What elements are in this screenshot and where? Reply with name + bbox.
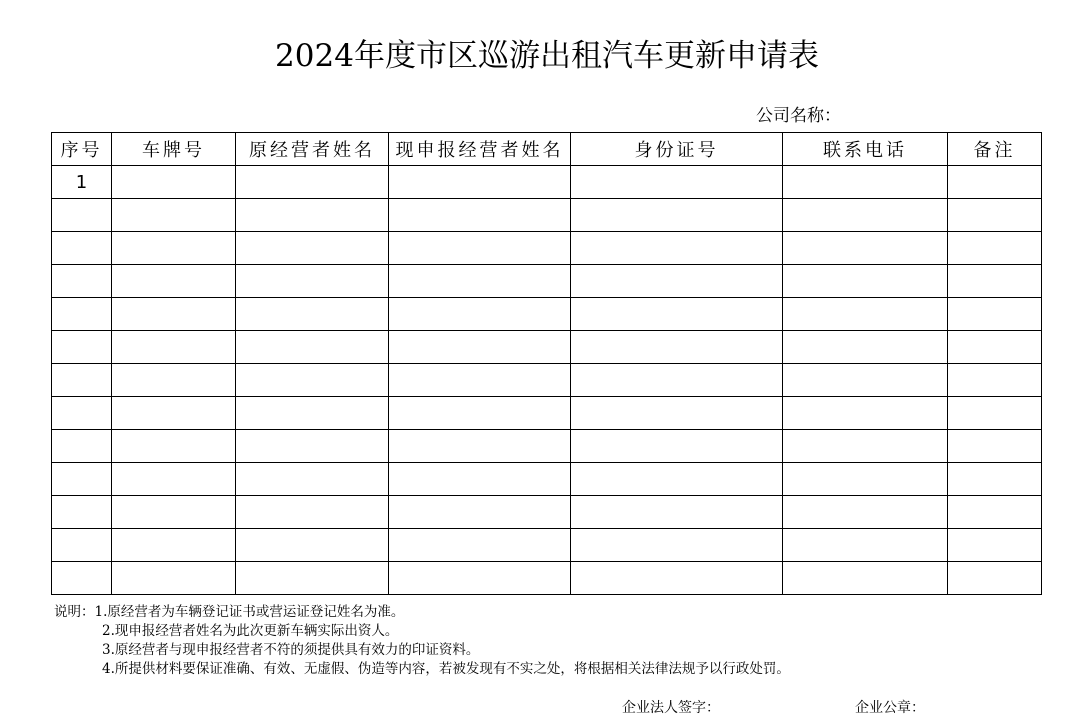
cell-original-operator[interactable] bbox=[236, 430, 389, 463]
cell-original-operator[interactable] bbox=[236, 529, 389, 562]
cell-current-operator[interactable] bbox=[389, 463, 571, 496]
cell-serial[interactable] bbox=[52, 430, 112, 463]
application-table bbox=[51, 132, 1042, 595]
cell-original-operator[interactable] bbox=[236, 463, 389, 496]
cell-plate[interactable] bbox=[112, 430, 236, 463]
cell-serial[interactable] bbox=[52, 265, 112, 298]
cell-id-number[interactable] bbox=[571, 199, 783, 232]
cell-plate[interactable] bbox=[112, 562, 236, 595]
cell-id-number[interactable] bbox=[571, 298, 783, 331]
table-row bbox=[52, 232, 1042, 265]
cell-current-operator[interactable] bbox=[389, 331, 571, 364]
cell-original-operator[interactable] bbox=[236, 496, 389, 529]
table-row bbox=[52, 430, 1042, 463]
table-row bbox=[52, 397, 1042, 430]
cell-phone[interactable] bbox=[783, 265, 948, 298]
cell-phone[interactable] bbox=[783, 397, 948, 430]
cell-id-number[interactable] bbox=[571, 265, 783, 298]
cell-phone[interactable] bbox=[783, 298, 948, 331]
note-item: 3.原经营者与现申报经营者不符的须提供具有效力的印证资料。 bbox=[102, 642, 480, 658]
cell-phone[interactable] bbox=[783, 463, 948, 496]
cell-current-operator[interactable] bbox=[389, 232, 571, 265]
cell-id-number[interactable] bbox=[571, 430, 783, 463]
header-id-number: 身份证号 bbox=[571, 133, 783, 166]
table-row bbox=[52, 265, 1042, 298]
cell-original-operator[interactable] bbox=[236, 298, 389, 331]
table-row bbox=[52, 562, 1042, 595]
cell-current-operator[interactable] bbox=[389, 529, 571, 562]
header-current-operator: 现申报经营者姓名 bbox=[389, 133, 571, 166]
table-row bbox=[52, 166, 1042, 199]
cell-plate[interactable] bbox=[112, 529, 236, 562]
table-row bbox=[52, 496, 1042, 529]
cell-plate[interactable] bbox=[112, 496, 236, 529]
cell-original-operator[interactable] bbox=[236, 166, 389, 199]
cell-plate[interactable] bbox=[112, 265, 236, 298]
cell-remarks[interactable] bbox=[948, 430, 1042, 463]
cell-serial[interactable] bbox=[52, 232, 112, 265]
cell-original-operator[interactable] bbox=[236, 232, 389, 265]
cell-phone[interactable] bbox=[783, 430, 948, 463]
table-row bbox=[52, 529, 1042, 562]
cell-serial[interactable] bbox=[52, 496, 112, 529]
cell-current-operator[interactable] bbox=[389, 562, 571, 595]
cell-id-number[interactable] bbox=[571, 496, 783, 529]
cell-remarks[interactable] bbox=[948, 463, 1042, 496]
cell-id-number[interactable] bbox=[571, 364, 783, 397]
notes-section bbox=[54, 603, 790, 679]
cell-serial[interactable] bbox=[52, 529, 112, 562]
cell-phone[interactable] bbox=[783, 496, 948, 529]
cell-remarks[interactable] bbox=[948, 298, 1042, 331]
cell-original-operator[interactable] bbox=[236, 397, 389, 430]
cell-phone[interactable] bbox=[783, 232, 948, 265]
table-row bbox=[52, 364, 1042, 397]
note-item: 2.现申报经营者姓名为此次更新车辆实际出资人。 bbox=[102, 623, 399, 639]
cell-serial[interactable] bbox=[52, 397, 112, 430]
cell-plate[interactable] bbox=[112, 364, 236, 397]
cell-plate[interactable] bbox=[112, 463, 236, 496]
table-row bbox=[52, 331, 1042, 364]
cell-id-number[interactable] bbox=[571, 331, 783, 364]
cell-current-operator[interactable] bbox=[389, 364, 571, 397]
cell-phone[interactable] bbox=[783, 331, 948, 364]
cell-serial[interactable]: 1 bbox=[52, 166, 112, 199]
cell-current-operator[interactable] bbox=[389, 298, 571, 331]
cell-plate[interactable] bbox=[112, 397, 236, 430]
cell-phone[interactable] bbox=[783, 529, 948, 562]
cell-current-operator[interactable] bbox=[389, 166, 571, 199]
company-seal-label: 企业公章： bbox=[855, 700, 925, 716]
table-header-row bbox=[52, 133, 1042, 166]
cell-remarks[interactable] bbox=[948, 199, 1042, 232]
cell-original-operator[interactable] bbox=[236, 364, 389, 397]
header-plate: 车牌号 bbox=[112, 133, 236, 166]
cell-remarks[interactable] bbox=[948, 265, 1042, 298]
company-name-label: 公司名称： bbox=[756, 106, 841, 126]
cell-id-number[interactable] bbox=[571, 529, 783, 562]
cell-remarks[interactable] bbox=[948, 364, 1042, 397]
cell-remarks[interactable] bbox=[948, 331, 1042, 364]
cell-serial[interactable] bbox=[52, 199, 112, 232]
header-phone: 联系电话 bbox=[783, 133, 948, 166]
page-title: 2024年度市区巡游出租汽车更新申请表 bbox=[275, 38, 819, 74]
cell-phone[interactable] bbox=[783, 166, 948, 199]
cell-remarks[interactable] bbox=[948, 496, 1042, 529]
cell-remarks[interactable] bbox=[948, 166, 1042, 199]
cell-serial[interactable] bbox=[52, 298, 112, 331]
cell-plate[interactable] bbox=[112, 199, 236, 232]
cell-phone[interactable] bbox=[783, 562, 948, 595]
cell-id-number[interactable] bbox=[571, 166, 783, 199]
cell-phone[interactable] bbox=[783, 364, 948, 397]
header-remarks: 备注 bbox=[948, 133, 1042, 166]
cell-serial[interactable] bbox=[52, 562, 112, 595]
header-serial: 序号 bbox=[52, 133, 112, 166]
cell-plate[interactable] bbox=[112, 298, 236, 331]
note-item: 说明：1.原经营者为车辆登记证书或营运证登记姓名为准。 bbox=[54, 604, 405, 620]
table-row bbox=[52, 463, 1042, 496]
cell-current-operator[interactable] bbox=[389, 496, 571, 529]
cell-id-number[interactable] bbox=[571, 562, 783, 595]
cell-phone[interactable] bbox=[783, 199, 948, 232]
cell-current-operator[interactable] bbox=[389, 199, 571, 232]
cell-id-number[interactable] bbox=[571, 397, 783, 430]
cell-original-operator[interactable] bbox=[236, 199, 389, 232]
cell-original-operator[interactable] bbox=[236, 265, 389, 298]
cell-current-operator[interactable] bbox=[389, 265, 571, 298]
cell-remarks[interactable] bbox=[948, 232, 1042, 265]
cell-serial[interactable] bbox=[52, 364, 112, 397]
cell-plate[interactable] bbox=[112, 166, 236, 199]
cell-remarks[interactable] bbox=[948, 397, 1042, 430]
header-original-operator: 原经营者姓名 bbox=[236, 133, 389, 166]
note-item: 4.所提供材料要保证准确、有效、无虚假、伪造等内容，若被发现有不实之处，将根据相关法律法规予以行政处罚。 bbox=[102, 661, 790, 677]
cell-serial[interactable] bbox=[52, 463, 112, 496]
cell-serial[interactable] bbox=[52, 331, 112, 364]
cell-remarks[interactable] bbox=[948, 529, 1042, 562]
cell-remarks[interactable] bbox=[948, 562, 1042, 595]
cell-id-number[interactable] bbox=[571, 463, 783, 496]
cell-original-operator[interactable] bbox=[236, 331, 389, 364]
table-body bbox=[52, 166, 1042, 595]
cell-current-operator[interactable] bbox=[389, 430, 571, 463]
legal-person-signature-label: 企业法人签字： bbox=[622, 700, 720, 716]
table-row bbox=[52, 298, 1042, 331]
cell-id-number[interactable] bbox=[571, 232, 783, 265]
cell-current-operator[interactable] bbox=[389, 397, 571, 430]
cell-plate[interactable] bbox=[112, 232, 236, 265]
cell-plate[interactable] bbox=[112, 331, 236, 364]
table-row bbox=[52, 199, 1042, 232]
cell-original-operator[interactable] bbox=[236, 562, 389, 595]
